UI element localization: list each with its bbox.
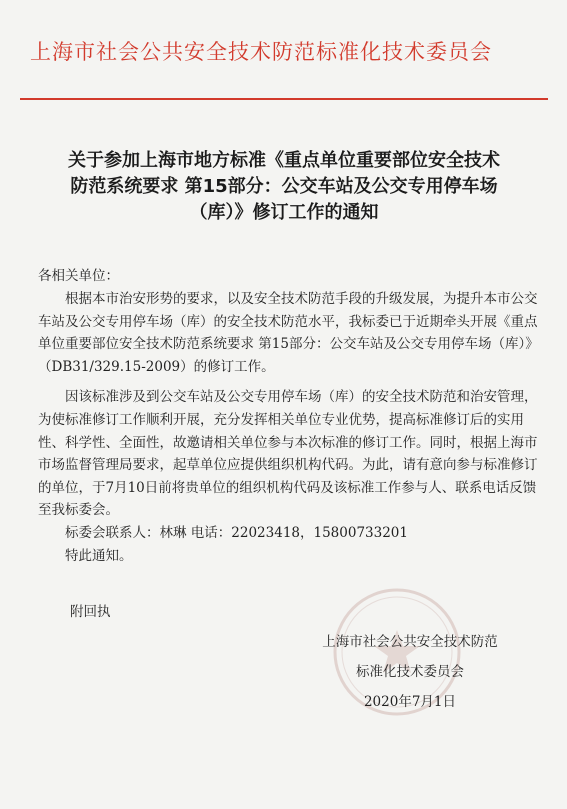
signature-org-line-1: 上海市社会公共安全技术防范: [322, 634, 498, 650]
body-paragraph-1: 根据本市治安形势的要求，以及安全技术防范手段的升级发展，为提升本市公交车站及公交专用停车场（库）的安全技术防范水平，我标委已于近期牵头开展《重点单位重要部位安全技术防范系统要求 第15部分：公交车站及公交专用停车场（库）》（DB31/329.15-2009）的修订工作。: [38, 291, 538, 375]
signature-date: 2020年7月1日: [363, 694, 457, 710]
notice-title-line-1: 关于参加上海市地方标准《重点单位重要部位安全技术: [68, 150, 500, 171]
body-paragraph-2: 因该标准涉及到公交车站及公交专用停车场（库）的安全技术防范和治安管理，为使标准修订工作顺利开展，充分发挥相关单位专业优势，提高标准修订后的实用性、科学性、全面性，故邀请相关单位参与本次标准的修订工作。同时，根据上海市市场监督管理局要求，起草单位应提供组织机构代码。为此，请有意向参与标准修订的单位，于7月10日前将贵单位的组织机构代码及该标准工作参与人、联系电话反馈至我标委会。: [38, 389, 538, 519]
letterhead-red-rule: [20, 98, 548, 100]
signature-org-line-2: 标准化技术委员会: [356, 664, 464, 680]
notice-title-line-2: 防范系统要求 第15部分：公交车站及公交专用停车场: [70, 176, 498, 197]
salutation: 各相关单位：: [38, 268, 119, 284]
notice-title: [28, 148, 540, 226]
contact-line: 标委会联系人：林琳 电话：22023418，15800733201: [65, 524, 408, 541]
signature-block: [290, 627, 530, 717]
closing-line: 特此通知。: [65, 547, 133, 564]
notice-title-line-3: （库）》修订工作的通知: [189, 202, 379, 223]
attachment-label: 附回执: [70, 604, 111, 620]
letterhead-org-name: 上海市社会公共安全技术防范标准化技术委员会: [30, 40, 492, 64]
notice-body: [38, 288, 538, 567]
